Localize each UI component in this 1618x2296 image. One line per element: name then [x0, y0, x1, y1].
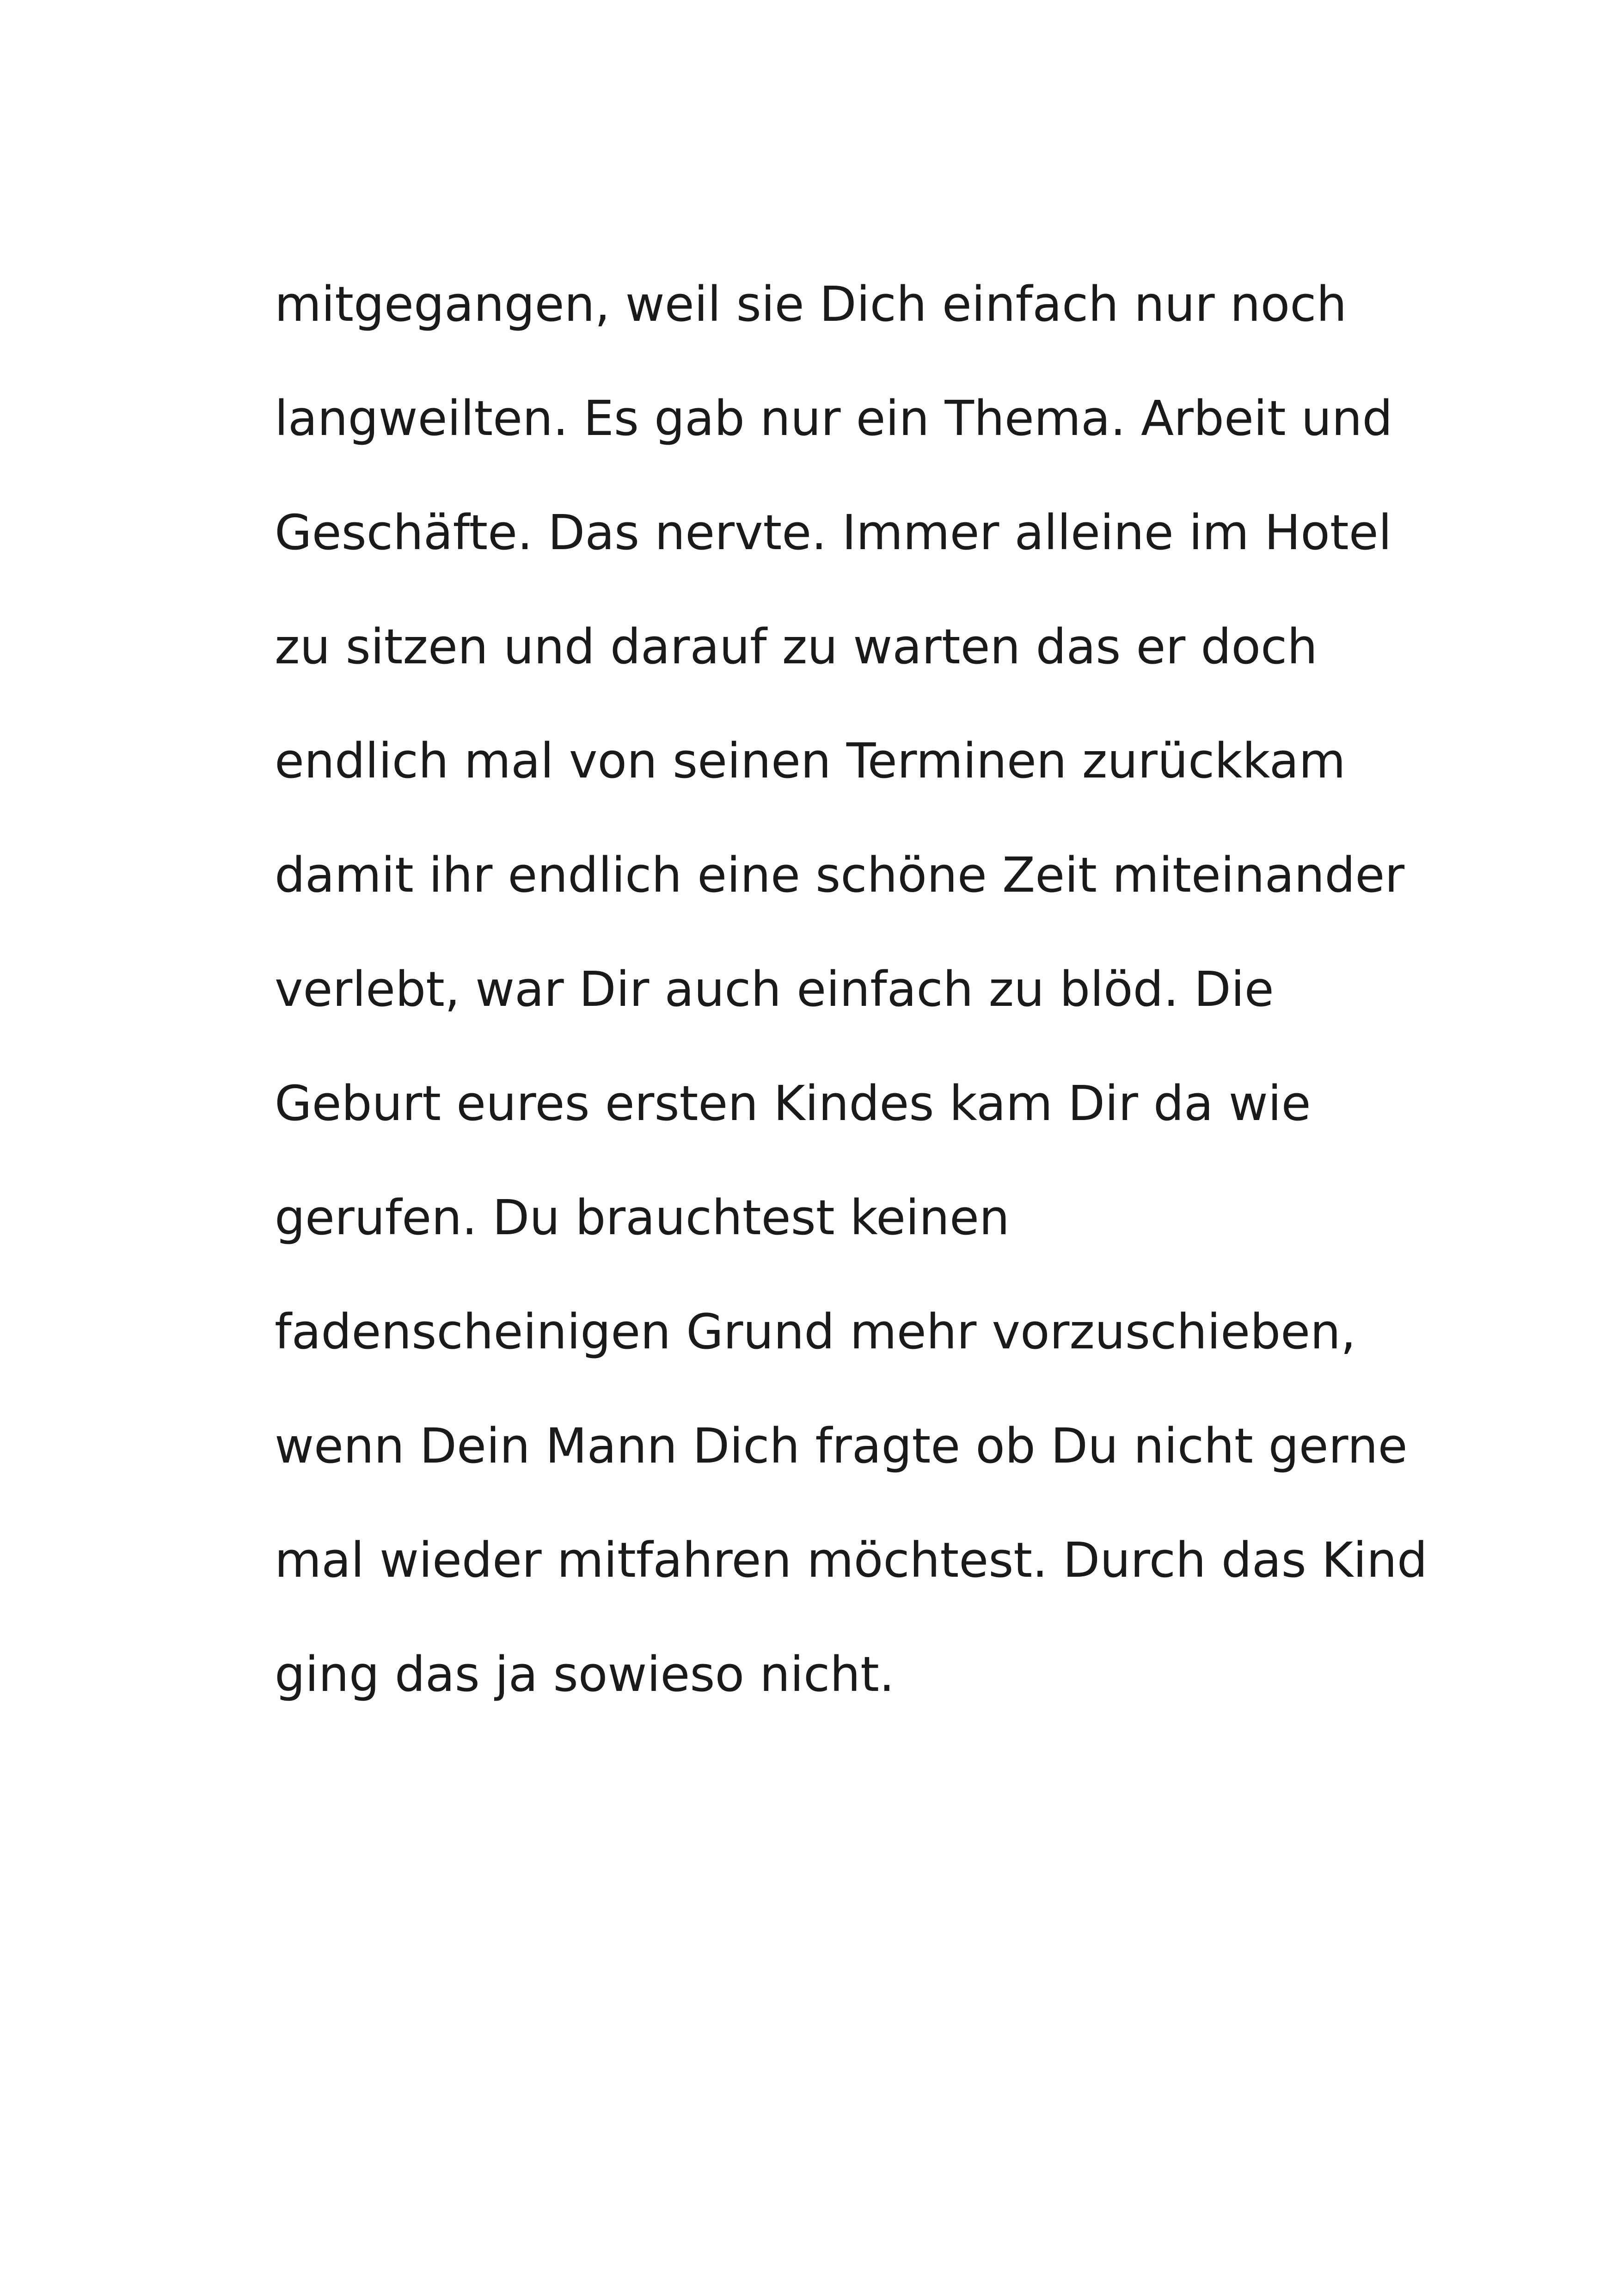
text-line: wenn Dein Mann Dich fragte ob Du nicht gerne [275, 1418, 1408, 1474]
text-line: Geschäfte. Das nervte. Immer alleine im Hotel [275, 504, 1392, 561]
text-line: gerufen. Du brauchtest keinen [275, 1189, 1010, 1246]
body-text [275, 247, 1477, 1732]
text-line: langweilten. Es gab nur ein Thema. Arbeit und [275, 390, 1393, 447]
text-line: mal wieder mitfahren möchtest. Durch das Kind [275, 1532, 1428, 1588]
text-line: endlich mal von seinen Terminen zurückkam [275, 733, 1346, 789]
text-line: mitgegangen, weil sie Dich einfach nur noch [275, 276, 1347, 332]
text-line: damit ihr endlich eine schöne Zeit miteinander [275, 847, 1405, 903]
text-line: zu sitzen und darauf zu warten das er doch [275, 618, 1318, 675]
text-line: Geburt eures ersten Kindes kam Dir da wie [275, 1075, 1311, 1132]
text-line: verlebt, war Dir auch einfach zu blöd. Die [275, 961, 1274, 1017]
text-line: ging das ja sowieso nicht. [275, 1646, 895, 1702]
text-line: fadenscheinigen Grund mehr vorzuschieben, [275, 1304, 1356, 1360]
